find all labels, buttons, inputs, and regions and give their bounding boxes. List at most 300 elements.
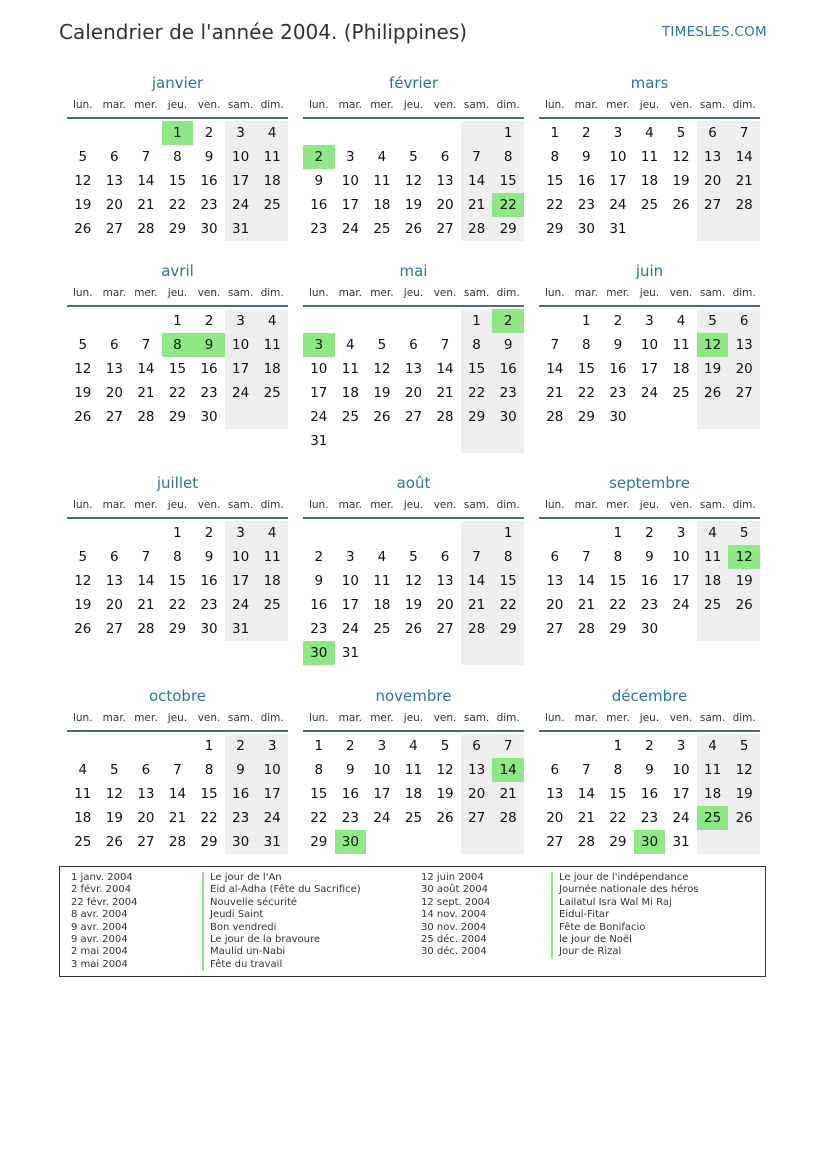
- day-cell[interactable]: 15: [577, 361, 595, 377]
- day-cell[interactable]: 14: [728, 145, 760, 169]
- day-cell[interactable]: 22: [168, 197, 187, 213]
- day-cell[interactable]: 10: [672, 762, 690, 778]
- day-cell[interactable]: 6: [550, 762, 560, 778]
- day-cell[interactable]: 22: [168, 597, 187, 613]
- day-cell[interactable]: 13: [137, 786, 155, 802]
- day-cell[interactable]: 3: [645, 313, 654, 329]
- day-cell[interactable]: 17: [225, 357, 257, 381]
- day-cell[interactable]: 3: [346, 149, 355, 165]
- day-cell[interactable]: 19: [404, 597, 423, 613]
- day-cell[interactable]: 25: [373, 221, 391, 237]
- day-cell[interactable]: 25: [640, 197, 659, 213]
- day-cell-holiday[interactable]: 30: [303, 641, 335, 665]
- day-cell[interactable]: 8: [492, 545, 524, 569]
- day-cell[interactable]: 1: [173, 525, 182, 541]
- day-cell[interactable]: 23: [200, 385, 218, 401]
- day-cell[interactable]: 23: [310, 221, 328, 237]
- day-cell[interactable]: 4: [256, 521, 288, 545]
- day-cell[interactable]: 21: [577, 597, 595, 613]
- day-cell[interactable]: 28: [546, 409, 564, 425]
- day-cell[interactable]: 14: [546, 361, 564, 377]
- day-cell[interactable]: 21: [492, 782, 524, 806]
- day-cell[interactable]: 13: [546, 573, 564, 589]
- day-cell[interactable]: 30: [640, 621, 659, 637]
- day-cell[interactable]: 24: [256, 806, 288, 830]
- day-cell[interactable]: 6: [461, 734, 493, 758]
- day-cell[interactable]: 1: [613, 738, 623, 754]
- day-cell[interactable]: 4: [645, 125, 654, 141]
- day-cell[interactable]: 12: [672, 149, 690, 165]
- day-cell[interactable]: 7: [141, 337, 151, 353]
- day-cell[interactable]: 5: [676, 125, 686, 141]
- day-cell[interactable]: 23: [640, 597, 659, 613]
- day-cell[interactable]: 19: [436, 786, 454, 802]
- day-cell[interactable]: 2: [645, 525, 654, 541]
- day-cell[interactable]: 23: [200, 597, 218, 613]
- day-cell[interactable]: 9: [645, 762, 654, 778]
- day-cell[interactable]: 8: [314, 762, 324, 778]
- day-cell[interactable]: 5: [377, 337, 387, 353]
- day-cell[interactable]: 8: [173, 549, 182, 565]
- day-cell[interactable]: 22: [546, 197, 564, 213]
- day-cell[interactable]: 3: [256, 734, 288, 758]
- day-cell[interactable]: 27: [137, 834, 155, 850]
- day-cell[interactable]: 21: [577, 810, 595, 826]
- day-cell[interactable]: 10: [225, 145, 257, 169]
- day-cell[interactable]: 14: [137, 573, 155, 589]
- day-cell[interactable]: 29: [168, 409, 187, 425]
- day-cell[interactable]: 26: [672, 197, 690, 213]
- day-cell[interactable]: 25: [404, 810, 423, 826]
- day-cell[interactable]: 20: [404, 385, 423, 401]
- day-cell[interactable]: 7: [173, 762, 182, 778]
- day-cell[interactable]: 10: [672, 549, 690, 565]
- day-cell[interactable]: 19: [74, 385, 92, 401]
- day-cell[interactable]: 21: [137, 197, 155, 213]
- day-cell[interactable]: 25: [672, 385, 690, 401]
- day-cell[interactable]: 3: [346, 549, 355, 565]
- day-cell[interactable]: 27: [105, 621, 123, 637]
- day-cell[interactable]: 22: [577, 385, 595, 401]
- day-cell[interactable]: 12: [373, 361, 391, 377]
- day-cell[interactable]: 15: [461, 357, 493, 381]
- day-cell[interactable]: 1: [461, 309, 493, 333]
- day-cell[interactable]: 18: [404, 786, 423, 802]
- day-cell[interactable]: 1: [550, 125, 560, 141]
- day-cell[interactable]: 9: [204, 149, 214, 165]
- day-cell[interactable]: 22: [609, 597, 627, 613]
- day-cell[interactable]: 5: [78, 149, 88, 165]
- day-cell[interactable]: 31: [310, 433, 328, 449]
- day-cell[interactable]: 6: [550, 549, 560, 565]
- day-cell[interactable]: 12: [404, 573, 423, 589]
- day-cell[interactable]: 10: [640, 337, 659, 353]
- day-cell[interactable]: 13: [105, 361, 123, 377]
- day-cell[interactable]: 5: [78, 337, 88, 353]
- day-cell[interactable]: 24: [373, 810, 391, 826]
- day-cell[interactable]: 7: [461, 145, 493, 169]
- day-cell[interactable]: 12: [74, 573, 92, 589]
- day-cell[interactable]: 19: [697, 357, 729, 381]
- day-cell[interactable]: 17: [225, 569, 257, 593]
- day-cell[interactable]: 30: [200, 409, 218, 425]
- day-cell[interactable]: 13: [546, 786, 564, 802]
- day-cell[interactable]: 11: [640, 149, 659, 165]
- day-cell[interactable]: 31: [256, 830, 288, 854]
- day-cell[interactable]: 14: [461, 569, 493, 593]
- day-cell[interactable]: 29: [577, 409, 595, 425]
- day-cell[interactable]: 22: [609, 810, 627, 826]
- day-cell[interactable]: 19: [105, 810, 123, 826]
- day-cell[interactable]: 5: [409, 149, 418, 165]
- day-cell[interactable]: 21: [168, 810, 187, 826]
- day-cell[interactable]: 4: [78, 762, 88, 778]
- day-cell[interactable]: 6: [110, 149, 119, 165]
- day-cell[interactable]: 23: [577, 197, 595, 213]
- day-cell[interactable]: 28: [168, 834, 187, 850]
- day-cell[interactable]: 21: [137, 385, 155, 401]
- day-cell[interactable]: 5: [110, 762, 119, 778]
- day-cell[interactable]: 28: [577, 621, 595, 637]
- day-cell[interactable]: 26: [404, 621, 423, 637]
- day-cell[interactable]: 10: [341, 573, 359, 589]
- day-cell[interactable]: 30: [225, 830, 257, 854]
- day-cell[interactable]: 18: [373, 197, 391, 213]
- day-cell[interactable]: 10: [256, 758, 288, 782]
- day-cell[interactable]: 16: [225, 782, 257, 806]
- day-cell[interactable]: 29: [609, 621, 627, 637]
- day-cell[interactable]: 19: [404, 197, 423, 213]
- day-cell[interactable]: 17: [310, 385, 328, 401]
- day-cell[interactable]: 11: [373, 573, 391, 589]
- day-cell[interactable]: 25: [256, 593, 288, 617]
- day-cell[interactable]: 15: [609, 786, 627, 802]
- day-cell[interactable]: 30: [200, 621, 218, 637]
- day-cell[interactable]: 11: [341, 361, 359, 377]
- day-cell[interactable]: 22: [492, 593, 524, 617]
- day-cell[interactable]: 26: [105, 834, 123, 850]
- day-cell[interactable]: 27: [546, 834, 564, 850]
- day-cell[interactable]: 15: [609, 573, 627, 589]
- day-cell[interactable]: 7: [461, 545, 493, 569]
- day-cell[interactable]: 21: [137, 597, 155, 613]
- day-cell[interactable]: 12: [74, 173, 92, 189]
- day-cell[interactable]: 22: [461, 381, 493, 405]
- day-cell[interactable]: 14: [137, 361, 155, 377]
- day-cell[interactable]: 14: [577, 786, 595, 802]
- day-cell[interactable]: 8: [613, 762, 623, 778]
- day-cell[interactable]: 14: [461, 169, 493, 193]
- day-cell[interactable]: 1: [492, 521, 524, 545]
- day-cell[interactable]: 26: [74, 409, 92, 425]
- day-cell[interactable]: 8: [613, 549, 623, 565]
- day-cell[interactable]: 26: [697, 381, 729, 405]
- day-cell[interactable]: 15: [200, 786, 218, 802]
- day-cell[interactable]: 29: [609, 834, 627, 850]
- day-cell[interactable]: 27: [436, 621, 454, 637]
- day-cell[interactable]: 23: [225, 806, 257, 830]
- day-cell[interactable]: 5: [440, 738, 450, 754]
- day-cell[interactable]: 29: [461, 405, 493, 429]
- day-cell[interactable]: 27: [105, 409, 123, 425]
- day-cell[interactable]: 11: [256, 145, 288, 169]
- day-cell[interactable]: 20: [728, 357, 760, 381]
- day-cell[interactable]: 5: [728, 734, 760, 758]
- day-cell[interactable]: 28: [137, 621, 155, 637]
- day-cell-holiday[interactable]: 1: [162, 121, 194, 145]
- day-cell[interactable]: 6: [110, 549, 119, 565]
- day-cell[interactable]: 18: [697, 782, 729, 806]
- day-cell[interactable]: 6: [697, 121, 729, 145]
- day-cell[interactable]: 26: [74, 221, 92, 237]
- day-cell[interactable]: 6: [110, 337, 119, 353]
- day-cell[interactable]: 8: [204, 762, 214, 778]
- day-cell[interactable]: 16: [341, 786, 359, 802]
- day-cell[interactable]: 11: [672, 337, 690, 353]
- day-cell[interactable]: 15: [546, 173, 564, 189]
- day-cell[interactable]: 20: [546, 810, 564, 826]
- day-cell[interactable]: 7: [492, 734, 524, 758]
- day-cell[interactable]: 16: [200, 573, 218, 589]
- day-cell[interactable]: 17: [609, 173, 627, 189]
- day-cell[interactable]: 11: [74, 786, 92, 802]
- day-cell[interactable]: 5: [409, 549, 418, 565]
- day-cell[interactable]: 17: [341, 597, 359, 613]
- day-cell[interactable]: 2: [204, 525, 214, 541]
- day-cell[interactable]: 7: [141, 549, 151, 565]
- day-cell[interactable]: 15: [168, 173, 187, 189]
- day-cell[interactable]: 3: [225, 121, 257, 145]
- day-cell-holiday[interactable]: 30: [335, 830, 367, 854]
- day-cell[interactable]: 24: [341, 621, 359, 637]
- day-cell[interactable]: 11: [256, 333, 288, 357]
- day-cell[interactable]: 18: [256, 357, 288, 381]
- day-cell[interactable]: 24: [310, 409, 328, 425]
- day-cell[interactable]: 6: [141, 762, 151, 778]
- day-cell[interactable]: 29: [310, 834, 328, 850]
- day-cell[interactable]: 29: [492, 217, 524, 241]
- day-cell[interactable]: 8: [173, 149, 182, 165]
- day-cell[interactable]: 1: [582, 313, 591, 329]
- day-cell[interactable]: 2: [204, 313, 214, 329]
- day-cell[interactable]: 15: [492, 569, 524, 593]
- day-cell[interactable]: 14: [436, 361, 454, 377]
- day-cell[interactable]: 1: [492, 121, 524, 145]
- day-cell[interactable]: 28: [461, 217, 493, 241]
- day-cell[interactable]: 2: [314, 549, 324, 565]
- day-cell[interactable]: 20: [105, 385, 123, 401]
- day-cell[interactable]: 16: [200, 173, 218, 189]
- day-cell-holiday[interactable]: 9: [193, 333, 225, 357]
- day-cell[interactable]: 9: [346, 762, 355, 778]
- day-cell[interactable]: 24: [640, 385, 659, 401]
- day-cell[interactable]: 27: [697, 193, 729, 217]
- day-cell[interactable]: 18: [341, 385, 359, 401]
- day-cell[interactable]: 5: [728, 521, 760, 545]
- day-cell[interactable]: 11: [256, 545, 288, 569]
- day-cell[interactable]: 13: [461, 758, 493, 782]
- day-cell[interactable]: 20: [436, 597, 454, 613]
- day-cell[interactable]: 10: [341, 173, 359, 189]
- day-cell[interactable]: 17: [672, 786, 690, 802]
- day-cell[interactable]: 8: [550, 149, 560, 165]
- day-cell[interactable]: 18: [74, 810, 92, 826]
- day-cell[interactable]: 15: [168, 361, 187, 377]
- day-cell[interactable]: 4: [697, 734, 729, 758]
- day-cell[interactable]: 20: [137, 810, 155, 826]
- day-cell[interactable]: 6: [440, 549, 450, 565]
- day-cell[interactable]: 14: [577, 573, 595, 589]
- day-cell-holiday[interactable]: 2: [492, 309, 524, 333]
- day-cell[interactable]: 16: [609, 361, 627, 377]
- day-cell[interactable]: 2: [204, 125, 214, 141]
- day-cell[interactable]: 24: [672, 810, 690, 826]
- day-cell[interactable]: 7: [550, 337, 560, 353]
- day-cell[interactable]: 21: [461, 193, 493, 217]
- day-cell-holiday[interactable]: 3: [303, 333, 335, 357]
- day-cell[interactable]: 29: [168, 621, 187, 637]
- day-cell[interactable]: 25: [256, 193, 288, 217]
- day-cell[interactable]: 28: [461, 617, 493, 641]
- day-cell[interactable]: 30: [492, 405, 524, 429]
- day-cell[interactable]: 4: [697, 521, 729, 545]
- day-cell[interactable]: 12: [74, 361, 92, 377]
- day-cell-holiday[interactable]: 25: [697, 806, 729, 830]
- day-cell[interactable]: 18: [256, 569, 288, 593]
- day-cell[interactable]: 1: [314, 738, 324, 754]
- day-cell[interactable]: 3: [225, 309, 257, 333]
- day-cell[interactable]: 4: [409, 738, 418, 754]
- day-cell[interactable]: 25: [341, 409, 359, 425]
- day-cell[interactable]: 9: [645, 549, 654, 565]
- day-cell[interactable]: 24: [341, 221, 359, 237]
- day-cell[interactable]: 20: [436, 197, 454, 213]
- day-cell[interactable]: 21: [546, 385, 564, 401]
- day-cell[interactable]: 1: [204, 738, 214, 754]
- day-cell[interactable]: 12: [728, 758, 760, 782]
- day-cell[interactable]: 27: [105, 221, 123, 237]
- day-cell[interactable]: 24: [609, 197, 627, 213]
- day-cell[interactable]: 26: [436, 810, 454, 826]
- day-cell[interactable]: 17: [341, 197, 359, 213]
- day-cell[interactable]: 21: [461, 593, 493, 617]
- day-cell[interactable]: 28: [137, 221, 155, 237]
- brand-link[interactable]: TIMESLES.COM: [661, 24, 767, 40]
- day-cell[interactable]: 18: [373, 597, 391, 613]
- day-cell[interactable]: 12: [436, 762, 454, 778]
- day-cell[interactable]: 28: [137, 409, 155, 425]
- day-cell[interactable]: 6: [440, 149, 450, 165]
- day-cell[interactable]: 8: [492, 145, 524, 169]
- day-cell[interactable]: 24: [225, 193, 257, 217]
- day-cell[interactable]: 13: [436, 173, 454, 189]
- day-cell[interactable]: 23: [609, 385, 627, 401]
- day-cell[interactable]: 26: [373, 409, 391, 425]
- day-cell[interactable]: 31: [225, 617, 257, 641]
- day-cell[interactable]: 18: [640, 173, 659, 189]
- day-cell[interactable]: 18: [697, 569, 729, 593]
- day-cell[interactable]: 29: [546, 221, 564, 237]
- day-cell[interactable]: 20: [105, 597, 123, 613]
- day-cell[interactable]: 16: [492, 357, 524, 381]
- day-cell[interactable]: 12: [404, 173, 423, 189]
- day-cell[interactable]: 20: [697, 169, 729, 193]
- day-cell[interactable]: 27: [546, 621, 564, 637]
- day-cell[interactable]: 2: [346, 738, 355, 754]
- day-cell[interactable]: 13: [697, 145, 729, 169]
- day-cell[interactable]: 16: [640, 786, 659, 802]
- day-cell[interactable]: 22: [310, 810, 328, 826]
- day-cell[interactable]: 30: [609, 409, 627, 425]
- day-cell[interactable]: 18: [672, 361, 690, 377]
- day-cell[interactable]: 23: [310, 621, 328, 637]
- day-cell[interactable]: 31: [341, 645, 359, 661]
- day-cell[interactable]: 7: [582, 762, 591, 778]
- day-cell-holiday[interactable]: 12: [728, 545, 760, 569]
- day-cell[interactable]: 13: [728, 333, 760, 357]
- day-cell[interactable]: 9: [582, 149, 591, 165]
- day-cell[interactable]: 28: [728, 193, 760, 217]
- day-cell[interactable]: 13: [105, 173, 123, 189]
- day-cell[interactable]: 4: [377, 549, 387, 565]
- day-cell[interactable]: 4: [256, 309, 288, 333]
- day-cell[interactable]: 19: [728, 782, 760, 806]
- day-cell-holiday[interactable]: 8: [162, 333, 194, 357]
- day-cell[interactable]: 22: [168, 385, 187, 401]
- day-cell[interactable]: 9: [314, 573, 324, 589]
- day-cell[interactable]: 5: [78, 549, 88, 565]
- day-cell[interactable]: 4: [256, 121, 288, 145]
- day-cell-holiday[interactable]: 12: [697, 333, 729, 357]
- day-cell[interactable]: 10: [609, 149, 627, 165]
- day-cell[interactable]: 24: [225, 381, 257, 405]
- day-cell[interactable]: 9: [314, 173, 324, 189]
- day-cell[interactable]: 12: [105, 786, 123, 802]
- day-cell[interactable]: 21: [436, 385, 454, 401]
- day-cell[interactable]: 18: [256, 169, 288, 193]
- day-cell[interactable]: 13: [404, 361, 423, 377]
- day-cell[interactable]: 19: [373, 385, 391, 401]
- day-cell[interactable]: 26: [728, 806, 760, 830]
- day-cell[interactable]: 24: [672, 597, 690, 613]
- day-cell[interactable]: 16: [640, 573, 659, 589]
- day-cell[interactable]: 2: [645, 738, 654, 754]
- day-cell[interactable]: 17: [672, 573, 690, 589]
- day-cell[interactable]: 4: [346, 337, 355, 353]
- day-cell[interactable]: 27: [404, 409, 423, 425]
- day-cell[interactable]: 25: [697, 593, 729, 617]
- day-cell[interactable]: 25: [373, 621, 391, 637]
- day-cell[interactable]: 21: [728, 169, 760, 193]
- day-cell[interactable]: 3: [676, 525, 686, 541]
- day-cell[interactable]: 19: [728, 569, 760, 593]
- day-cell[interactable]: 17: [256, 782, 288, 806]
- day-cell[interactable]: 9: [225, 758, 257, 782]
- day-cell[interactable]: 16: [310, 597, 328, 613]
- day-cell[interactable]: 6: [728, 309, 760, 333]
- day-cell[interactable]: 7: [141, 149, 151, 165]
- day-cell[interactable]: 20: [461, 782, 493, 806]
- day-cell[interactable]: 9: [204, 549, 214, 565]
- day-cell[interactable]: 27: [436, 221, 454, 237]
- day-cell[interactable]: 28: [492, 806, 524, 830]
- day-cell[interactable]: 15: [168, 573, 187, 589]
- day-cell[interactable]: 17: [640, 361, 659, 377]
- day-cell[interactable]: 6: [409, 337, 418, 353]
- day-cell[interactable]: 17: [373, 786, 391, 802]
- day-cell[interactable]: 25: [256, 381, 288, 405]
- day-cell[interactable]: 9: [492, 333, 524, 357]
